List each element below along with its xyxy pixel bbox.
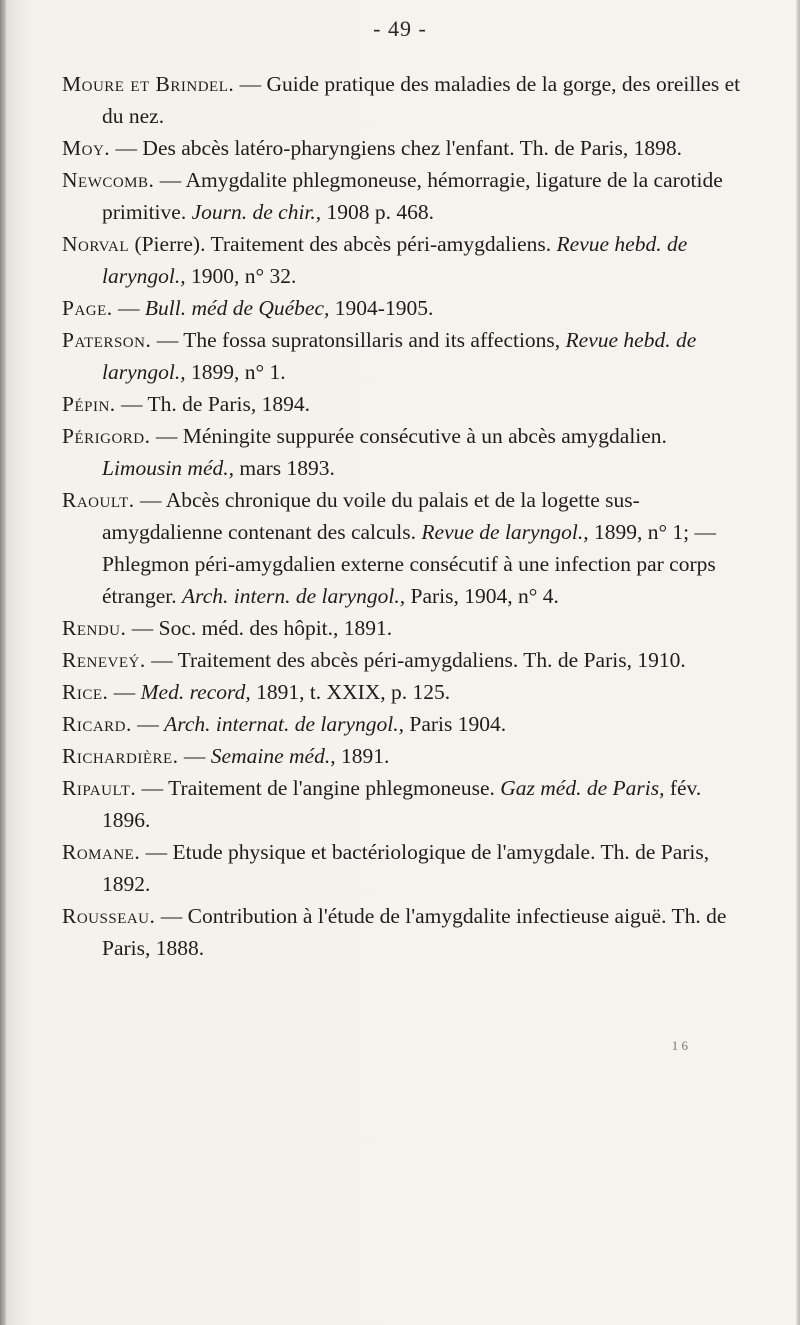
entry-author: Pépin. (62, 392, 116, 416)
entry-author: Rendu. (62, 616, 127, 640)
entry-author: Norval (62, 232, 130, 256)
entry-author: Rice. (62, 680, 109, 704)
page-left-edge (0, 0, 6, 1325)
page-number: - 49 - (373, 16, 427, 41)
entry-text: fév. 1896. (102, 776, 702, 832)
entry-text: — Traitement des abcès péri-amygdaliens. Th. de Paris, 1910. (145, 648, 686, 672)
entry-author: Moure et Brindel. (62, 72, 235, 96)
entry-journal: Semaine méd., (210, 744, 336, 768)
entry-journal: Arch. internat. de laryngol., (164, 712, 404, 736)
entry-text: — Guide pratique des maladies de la gorge, des oreilles et du nez. (102, 72, 741, 128)
entry-text: 1891, t. XXIX, p. 125. (250, 680, 451, 704)
corner-mark: 1 6 (671, 1038, 688, 1053)
entry-author: Ripault. (62, 776, 137, 800)
entry-text: — Contribution à l'étude de l'amygdalite infectieuse aiguë. Th. de Paris, 1888. (102, 904, 727, 960)
entry-author: Paterson. (62, 328, 152, 352)
entry-text: — Traitement de l'angine phlegmoneuse. (136, 776, 501, 800)
entry-journal: Med. record, (140, 680, 251, 704)
bibliography-entry (62, 164, 752, 228)
bibliography-entry (62, 420, 752, 484)
entry-author: Raoult. (62, 488, 135, 512)
entry-text: — Des abcès latéro-pharyngiens chez l'enfant. Th. de Paris, 1898. (110, 136, 683, 160)
entry-text: Paris 1904. (404, 712, 507, 736)
entry-text: 1891. (335, 744, 390, 768)
bibliography-entry (62, 388, 752, 420)
bibliography-entry (62, 68, 752, 132)
entry-journal: Revue hebd. de laryngol., (102, 232, 688, 288)
entry-text: — Amygdalite phlegmoneuse, hémorragie, ligature de la carotide primitive. (102, 168, 723, 224)
entry-text: 1899, n° 1; — Phlegmon péri-amygdalien externe consécutif à une infection par corps étranger. (102, 520, 717, 608)
entry-author: Romane. (62, 840, 141, 864)
entry-author: Périgord. (62, 424, 151, 448)
page-right-edge (796, 0, 800, 1325)
bibliography-entry (62, 708, 752, 740)
entry-text: — The fossa supratonsillaris and its affections, (151, 328, 566, 352)
entry-text: — (108, 680, 141, 704)
entry-journal: Revue hebd. de laryngol., (102, 328, 697, 384)
entry-author: Richardière. (62, 744, 179, 768)
bibliography-list (62, 68, 752, 964)
bibliography-entry (62, 324, 752, 388)
entry-text: mars 1893. (234, 456, 335, 480)
entry-text: — Abcès chronique du voile du palais et de la logette sus-amygdalienne contenant des calculs. (102, 488, 640, 544)
bibliography-entry (62, 228, 752, 292)
bibliography-entry (62, 772, 752, 836)
entry-text: 1899, n° 1. (185, 360, 286, 384)
bibliography-entry (62, 132, 752, 164)
entry-text: — Soc. méd. des hôpit., 1891. (126, 616, 393, 640)
entry-text: 1908 p. 468. (321, 200, 435, 224)
bibliography-entry (62, 676, 752, 708)
bibliography-entry (62, 484, 752, 612)
entry-author: Reneveý. (62, 648, 146, 672)
bibliography-entry (62, 644, 752, 676)
entry-text: — (112, 296, 145, 320)
bibliography-entry (62, 292, 752, 324)
entry-journal: Revue de laryngol., (421, 520, 589, 544)
bibliography-entry (62, 900, 752, 964)
entry-text: 1900, n° 32. (185, 264, 297, 288)
entry-author: Newcomb. (62, 168, 155, 192)
entry-author: Ricard. (62, 712, 132, 736)
bibliography-entry (62, 740, 752, 772)
entry-text: (Pierre). Traitement des abcès péri-amygdaliens. (129, 232, 557, 256)
entry-text: 1904-1905. (329, 296, 434, 320)
entry-text: — Etude physique et bactériologique de l'amygdale. Th. de Paris, 1892. (102, 840, 710, 896)
entry-journal: Gaz méd. de Paris, (500, 776, 665, 800)
bibliography-entry (62, 836, 752, 900)
entry-text: — (178, 744, 211, 768)
entry-journal: Bull. méd de Québec, (144, 296, 330, 320)
entry-text: — Th. de Paris, 1894. (115, 392, 310, 416)
entry-author: Moy. (62, 136, 111, 160)
entry-author: Page. (62, 296, 113, 320)
entry-journal: Journ. de chir., (191, 200, 322, 224)
entry-journal: Arch. intern. de laryngol., (182, 584, 406, 608)
entry-text: — Méningite suppurée consécutive à un abcès amygdalien. (150, 424, 667, 448)
entry-journal: Limousin méd., (102, 456, 234, 480)
entry-author: Rousseau. (62, 904, 156, 928)
entry-text: Paris, 1904, n° 4. (405, 584, 559, 608)
entry-text: — (131, 712, 165, 736)
bibliography-entry (62, 612, 752, 644)
